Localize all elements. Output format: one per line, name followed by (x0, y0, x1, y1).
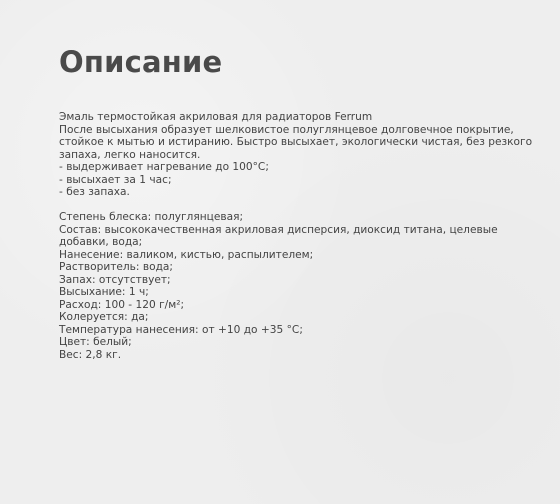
feature-line: - выдерживает нагревание до 100°С; (59, 161, 269, 173)
page-title: Описание (59, 45, 223, 79)
specs-paragraph (59, 211, 524, 361)
spec-line-application: Нанесение: валиком, кистью, распылителем; (59, 248, 314, 261)
feature-line: - высыхает за 1 час; (59, 173, 172, 186)
feature-line: - без запаха. (59, 186, 130, 198)
spec-line-solvent: Растворитель: вода; (59, 261, 173, 273)
spec-line-weight: Вес: 2,8 кг. (59, 348, 122, 361)
description-line: запаха, легко наносится. (59, 148, 201, 161)
description-content (59, 111, 533, 361)
spec-line-consumption: Расход: 100 - 120 г/м²; (59, 298, 185, 311)
intro-paragraph (59, 111, 533, 199)
spec-line-color: Цвет: белый; (59, 336, 132, 348)
spec-line-gloss: Степень блеска: полуглянцевая; (59, 211, 244, 223)
description-line: После высыхания образует шелковистое полуглянцевое долговечное покрытие, (59, 123, 514, 136)
product-name-line: Эмаль термостойкая акриловая для радиаторов Ferrum (59, 111, 373, 123)
spec-line-odor: Запах: отсутствует; (59, 273, 171, 286)
description-line: стойкое к мытью и истиранию. Быстро высыхает, экологически чистая, без резкого (59, 136, 533, 148)
paragraph-gap (59, 199, 524, 212)
spec-line-drying: Высыхание: 1 ч; (59, 286, 149, 298)
spec-line-composition-cont: добавки, вода; (59, 236, 143, 248)
spec-line-composition: Состав: высококачественная акриловая дисперсия, диоксид титана, целевые (59, 223, 498, 236)
spec-line-tinting: Колеруется: да; (59, 311, 149, 323)
spec-line-temperature: Температура нанесения: от +10 до +35 °С; (59, 323, 303, 336)
